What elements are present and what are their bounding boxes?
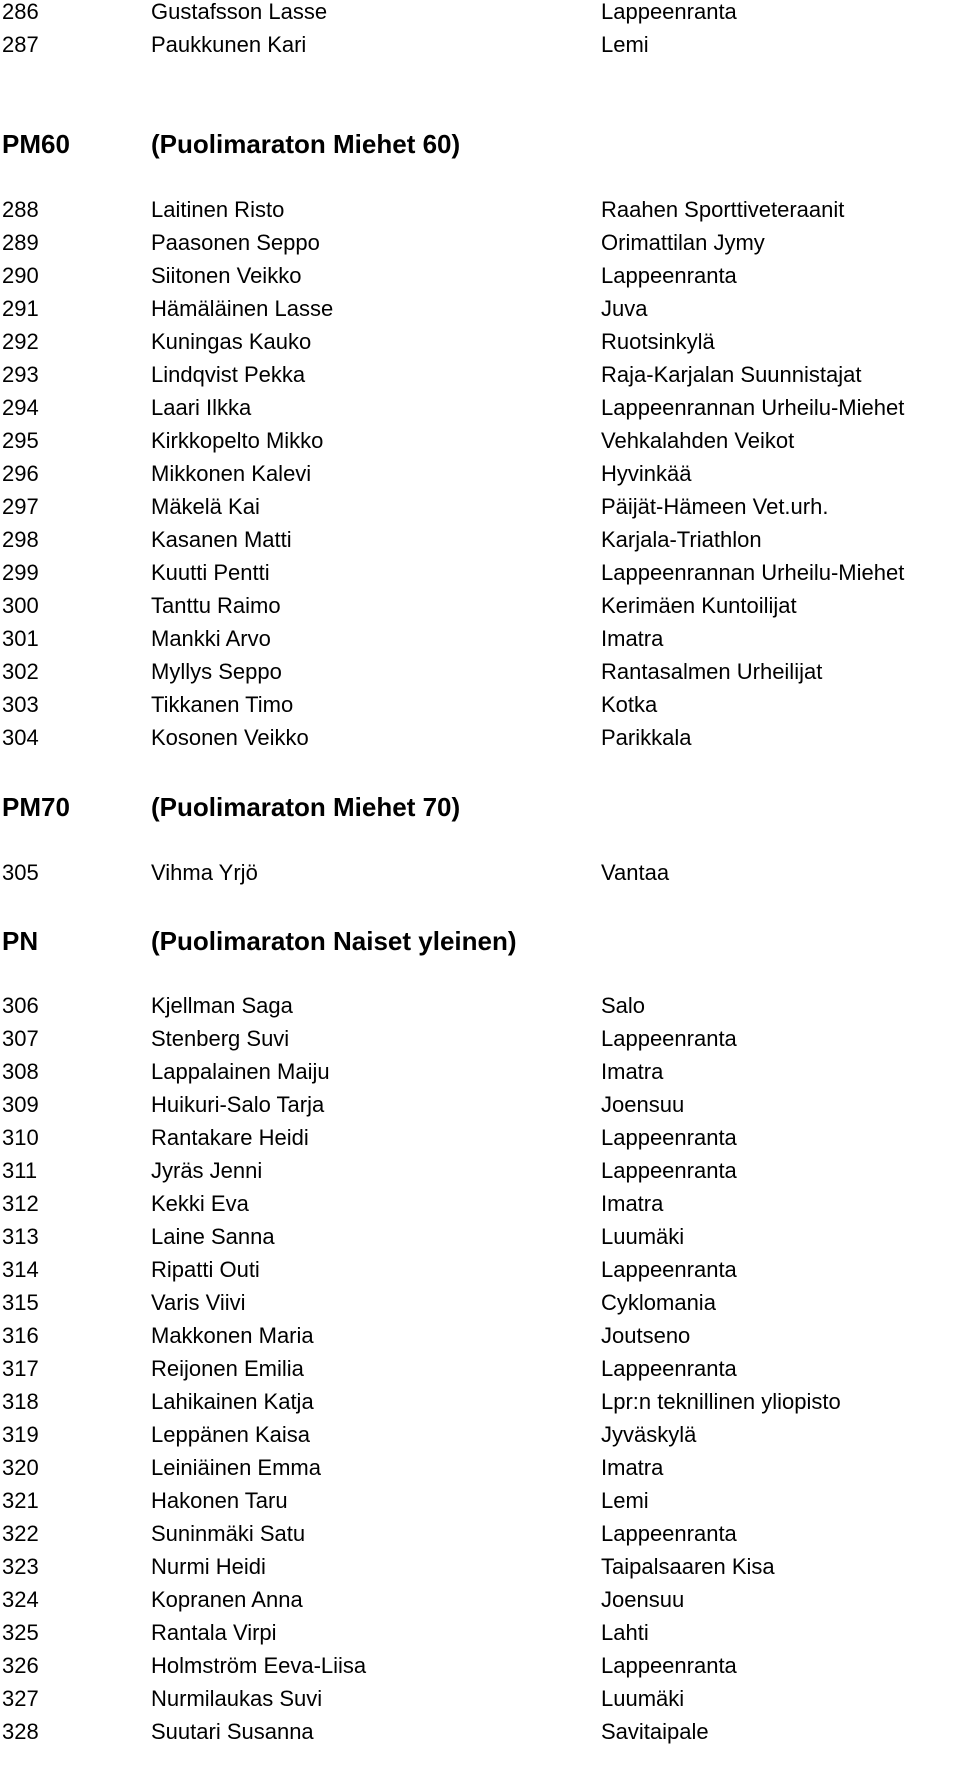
participant-name: Suninmäki Satu: [151, 1521, 306, 1546]
participant-club: Lappeenrannan Urheilu-Miehet: [601, 560, 905, 585]
participant-name: Kopranen Anna: [151, 1587, 303, 1612]
list-row: [0, 259, 960, 293]
bib-number: 328: [2, 1719, 39, 1744]
list-row: [0, 1484, 960, 1518]
participant-name: Varis Viivi: [151, 1290, 246, 1315]
section-header-pn: [0, 921, 960, 961]
list-row: [0, 1088, 960, 1122]
participant-club: Lappeenranta: [601, 1026, 737, 1051]
participant-name: Siitonen Veikko: [151, 263, 302, 288]
bib-number: 286: [2, 0, 39, 24]
participant-club: Rantasalmen Urheilijat: [601, 659, 823, 684]
participant-club: Raahen Sporttiveteraanit: [601, 197, 845, 222]
bib-number: 301: [2, 626, 39, 651]
list-row: [0, 1055, 960, 1089]
list-row: [0, 1451, 960, 1485]
participant-name: Tanttu Raimo: [151, 593, 281, 618]
bib-number: 325: [2, 1620, 39, 1645]
bib-number: 310: [2, 1125, 39, 1150]
participant-club: Jyväskylä: [601, 1422, 697, 1447]
participant-name: Lindqvist Pekka: [151, 362, 306, 387]
participant-name: Tikkanen Timo: [151, 692, 294, 717]
bib-number: 299: [2, 560, 39, 585]
participant-club: Lpr:n teknillinen yliopisto: [601, 1389, 841, 1414]
participant-name: Mikkonen Kalevi: [151, 461, 312, 486]
participant-name: Rantala Virpi: [151, 1620, 277, 1645]
participant-club: Lappeenranta: [601, 1257, 737, 1282]
bib-number: 288: [2, 197, 39, 222]
section-header-pm60: [0, 124, 960, 164]
participant-name: Kuutti Pentti: [151, 560, 270, 585]
bib-number: 293: [2, 362, 39, 387]
participant-name: Paukkunen Kari: [151, 32, 307, 57]
list-row: [0, 1022, 960, 1056]
participant-name: Leiniäinen Emma: [151, 1455, 321, 1480]
participant-club: Lappeenranta: [601, 1356, 737, 1381]
participant-club: Kotka: [601, 692, 658, 717]
list-row: [0, 688, 960, 722]
list-row: [0, 1517, 960, 1551]
bib-number: 297: [2, 494, 39, 519]
participant-name: Paasonen Seppo: [151, 230, 320, 255]
list-row: [0, 1682, 960, 1716]
participant-club: Lappeenranta: [601, 1158, 737, 1183]
bib-number: 300: [2, 593, 39, 618]
list-row: [0, 1286, 960, 1320]
participant-name: Laari Ilkka: [151, 395, 252, 420]
list-row: [0, 325, 960, 359]
participant-name: Kasanen Matti: [151, 527, 292, 552]
list-row: [0, 193, 960, 227]
section-title: (Puolimaraton Naiset yleinen): [151, 926, 517, 956]
list-row: [0, 226, 960, 260]
bib-number: 308: [2, 1059, 39, 1084]
participant-name: Jyräs Jenni: [151, 1158, 263, 1183]
participant-name: Rantakare Heidi: [151, 1125, 309, 1150]
participant-club: Joensuu: [601, 1092, 685, 1117]
participant-name: Leppänen Kaisa: [151, 1422, 311, 1447]
list-row: [0, 1715, 960, 1749]
bib-number: 305: [2, 860, 39, 885]
participant-name: Kirkkopelto Mikko: [151, 428, 324, 453]
bib-number: 317: [2, 1356, 39, 1381]
participant-club: Ruotsinkylä: [601, 329, 715, 354]
participant-name: Kjellman Saga: [151, 993, 293, 1018]
participant-name: Hämäläinen Lasse: [151, 296, 334, 321]
participant-name: Nurmi Heidi: [151, 1554, 266, 1579]
participant-club: Juva: [601, 296, 648, 321]
list-row: [0, 1385, 960, 1419]
bib-number: 311: [2, 1158, 38, 1183]
participant-club: Lappeenranta: [601, 0, 737, 24]
list-row: [0, 721, 960, 755]
bib-number: 312: [2, 1191, 39, 1216]
participant-club: Karjala-Triathlon: [601, 527, 762, 552]
bib-number: 290: [2, 263, 39, 288]
bib-number: 304: [2, 725, 39, 750]
participant-name: Reijonen Emilia: [151, 1356, 304, 1381]
participant-name: Kosonen Veikko: [151, 725, 309, 750]
participant-club: Lappeenrannan Urheilu-Miehet: [601, 395, 905, 420]
list-row: [0, 1418, 960, 1452]
bib-number: 327: [2, 1686, 39, 1711]
bib-number: 294: [2, 395, 39, 420]
participant-club: Joutseno: [601, 1323, 691, 1348]
list-row: [0, 490, 960, 524]
bib-number: 314: [2, 1257, 39, 1282]
list-row: [0, 1616, 960, 1650]
list-row: [0, 655, 960, 689]
bib-number: 320: [2, 1455, 39, 1480]
bib-number: 315: [2, 1290, 39, 1315]
bib-number: 292: [2, 329, 39, 354]
participant-club: Raja-Karjalan Suunnistajat: [601, 362, 862, 387]
participant-club: Cyklomania: [601, 1290, 716, 1315]
participant-club: Hyvinkää: [601, 461, 692, 486]
participant-name: Nurmilaukas Suvi: [151, 1686, 323, 1711]
participant-name: Makkonen Maria: [151, 1323, 314, 1348]
bib-number: 287: [2, 32, 39, 57]
bib-number: 313: [2, 1224, 39, 1249]
participant-club: Lappeenranta: [601, 1125, 737, 1150]
list-row: [0, 1154, 960, 1188]
list-row: [0, 556, 960, 590]
list-row: [0, 292, 960, 326]
list-row: [0, 457, 960, 491]
section-code: PM70: [2, 792, 70, 822]
list-row: [0, 1583, 960, 1617]
participant-name: Mankki Arvo: [151, 626, 271, 651]
bib-number: 303: [2, 692, 39, 717]
list-row: [0, 856, 960, 890]
bib-number: 302: [2, 659, 39, 684]
list-row: [0, 1319, 960, 1353]
participant-club: Imatra: [601, 1191, 664, 1216]
list-row: [0, 28, 960, 62]
participant-name: Lahikainen Katja: [151, 1389, 314, 1414]
list-row: [0, 589, 960, 623]
list-row: [0, 1649, 960, 1683]
participant-name: Kuningas Kauko: [151, 329, 312, 354]
participant-name: Huikuri-Salo Tarja: [151, 1092, 325, 1117]
participant-name: Myllys Seppo: [151, 659, 282, 684]
bib-number: 323: [2, 1554, 39, 1579]
participant-club: Lappeenranta: [601, 263, 737, 288]
bib-number: 291: [2, 296, 39, 321]
section-title: (Puolimaraton Miehet 60): [151, 129, 461, 159]
participant-club: Kerimäen Kuntoilijat: [601, 593, 797, 618]
participant-name: Hakonen Taru: [151, 1488, 288, 1513]
list-row: [0, 989, 960, 1023]
bib-number: 295: [2, 428, 39, 453]
list-row: [0, 1352, 960, 1386]
participant-name: Vihma Yrjö: [151, 860, 258, 885]
participant-name: Holmström Eeva-Liisa: [151, 1653, 367, 1678]
bib-number: 324: [2, 1587, 39, 1612]
bib-number: 289: [2, 230, 39, 255]
participant-club: Vehkalahden Veikot: [601, 428, 795, 453]
section-code: PN: [2, 926, 39, 956]
list-row: [0, 358, 960, 392]
participant-club: Lahti: [601, 1620, 649, 1645]
participant-name: Laitinen Risto: [151, 197, 285, 222]
list-row: [0, 1253, 960, 1287]
participant-club: Taipalsaaren Kisa: [601, 1554, 775, 1579]
section-code: PM60: [2, 129, 70, 159]
participant-club: Imatra: [601, 1059, 664, 1084]
bib-number: 306: [2, 993, 39, 1018]
participant-club: Vantaa: [601, 860, 670, 885]
list-row: [0, 622, 960, 656]
participant-club: Luumäki: [601, 1686, 685, 1711]
participant-name: Gustafsson Lasse: [151, 0, 328, 24]
participant-club: Lappeenranta: [601, 1521, 737, 1546]
participant-club: Orimattilan Jymy: [601, 230, 765, 255]
bib-number: 296: [2, 461, 39, 486]
bib-number: 321: [2, 1488, 39, 1513]
bib-number: 319: [2, 1422, 39, 1447]
participant-club: Salo: [601, 993, 646, 1018]
bib-number: 307: [2, 1026, 39, 1051]
participant-club: Imatra: [601, 1455, 664, 1480]
list-row: [0, 523, 960, 557]
bib-number: 326: [2, 1653, 39, 1678]
participant-club: Lemi: [601, 32, 649, 57]
participant-club: Lappeenranta: [601, 1653, 737, 1678]
participant-club: Luumäki: [601, 1224, 685, 1249]
bib-number: 322: [2, 1521, 39, 1546]
participant-club: Parikkala: [601, 725, 692, 750]
list-row: [0, 0, 960, 29]
bib-number: 298: [2, 527, 39, 552]
participant-name: Ripatti Outi: [151, 1257, 260, 1282]
section-header-pm70: [0, 787, 960, 827]
bib-number: 318: [2, 1389, 39, 1414]
section-title: (Puolimaraton Miehet 70): [151, 792, 461, 822]
participant-club: Imatra: [601, 626, 664, 651]
participant-name: Lappalainen Maiju: [151, 1059, 330, 1084]
participant-name: Mäkelä Kai: [151, 494, 260, 519]
participant-name: Suutari Susanna: [151, 1719, 314, 1744]
participant-club: Joensuu: [601, 1587, 685, 1612]
list-row: [0, 1187, 960, 1221]
participant-club: Savitaipale: [601, 1719, 709, 1744]
participant-club: Lemi: [601, 1488, 649, 1513]
participant-club: Päijät-Hämeen Vet.urh.: [601, 494, 829, 519]
participant-name: Stenberg Suvi: [151, 1026, 290, 1051]
list-row: [0, 1550, 960, 1584]
participant-name: Laine Sanna: [151, 1224, 275, 1249]
bib-number: 316: [2, 1323, 39, 1348]
list-row: [0, 1121, 960, 1155]
participant-name: Kekki Eva: [151, 1191, 249, 1216]
list-row: [0, 424, 960, 458]
bib-number: 309: [2, 1092, 39, 1117]
list-row: [0, 1220, 960, 1254]
list-row: [0, 391, 960, 425]
